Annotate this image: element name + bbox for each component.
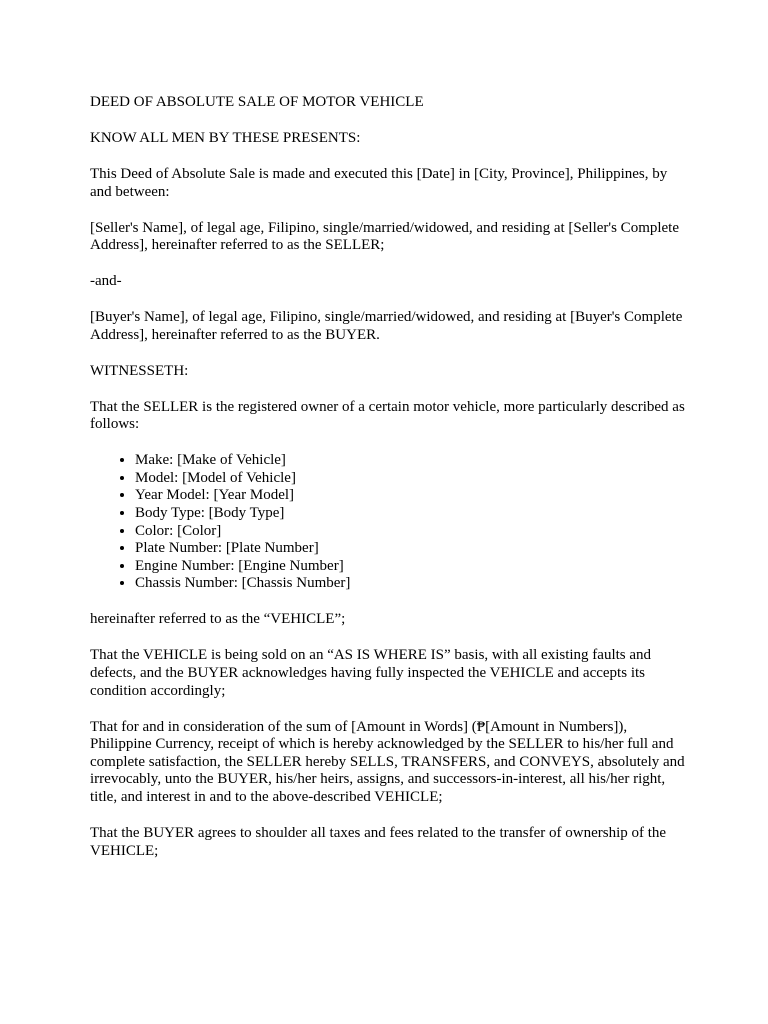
buyer-clause: [Buyer's Name], of legal age, Filipino, single/married/widowed, and residing at [Buyer's Complete Address], hereinafter referred to as the BUYER.	[90, 309, 683, 343]
list-item: • Make: [Make of Vehicle]	[135, 452, 690, 470]
list-item: • Year Model: [Year Model]	[135, 487, 690, 505]
intro-paragraph: This Deed of Absolute Sale is made and executed this [Date] in [City, Province], Philippines, by and between:	[90, 165, 668, 200]
salutation: KNOW ALL MEN BY THESE PRESENTS:	[90, 129, 361, 146]
and-separator: -and-	[90, 273, 122, 290]
seller-clause: [Seller's Name], of legal age, Filipino, single/married/widowed, and residing at [Seller's Complete Address], hereinafter referred to as the SELLER;	[90, 219, 680, 254]
document-title: DEED OF ABSOLUTE SALE OF MOTOR VEHICLE	[90, 94, 424, 110]
taxes-clause: That the BUYER agrees to shoulder all taxes and fees related to the transfer of ownership of the VEHICLE;	[90, 824, 667, 859]
as-is-clause: That the VEHICLE is being sold on an “AS IS WHERE IS” basis, with all existing faults and defects, and the BUYER acknowledges having fully inspected the VEHICLE and accepts its condition accordingly;	[90, 647, 652, 699]
list-item: • Engine Number: [Engine Number]	[135, 558, 690, 576]
list-item: • Model: [Model of Vehicle]	[135, 470, 690, 488]
list-item: • Plate Number: [Plate Number]	[135, 540, 690, 558]
list-item: • Chassis Number: [Chassis Number]	[135, 575, 690, 593]
list-item: • Color: [Color]	[135, 523, 690, 541]
ownership-clause: That the SELLER is the registered owner of a certain motor vehicle, more particularly described as follows:	[90, 398, 685, 433]
document-page	[90, 94, 690, 878]
vehicle-details-list	[90, 452, 690, 593]
vehicle-reference: hereinafter referred to as the “VEHICLE”;	[90, 611, 346, 628]
list-item: • Body Type: [Body Type]	[135, 505, 690, 523]
consideration-clause: That for and in consideration of the sum of [Amount in Words] (₱[Amount in Numbers]), Philippine Currency, receipt of which is hereby acknowledged by the SELLER to his/her full and complete satisfaction, the SELLER hereby SELLS, TRANSFERS, and CONVEYS, absolutely and irrevocably, unto the BUYER, his/her heirs, assigns, and successors-in-interest, all his/her right, title, and interest in and to the above-described VEHICLE;	[90, 718, 685, 805]
witnesseth-heading: WITNESSETH:	[90, 362, 189, 379]
